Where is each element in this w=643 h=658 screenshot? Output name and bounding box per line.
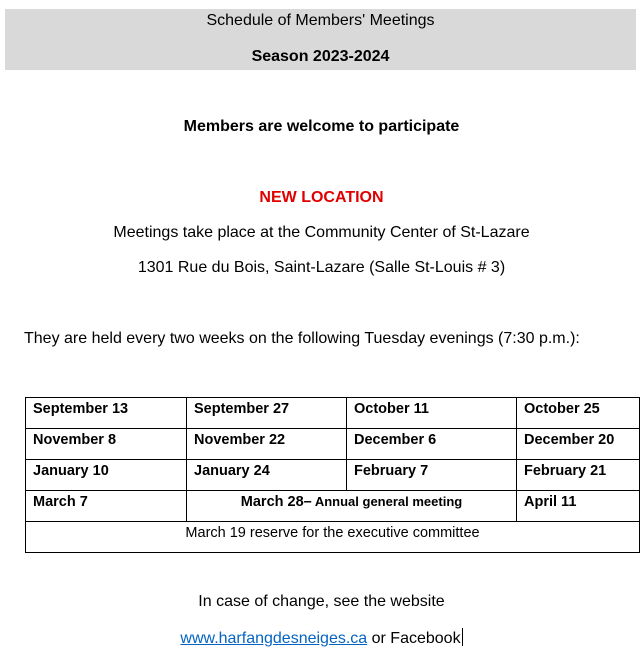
date-cell: January 10	[26, 460, 187, 491]
date-cell: September 27	[187, 398, 347, 429]
address-text: 1301 Rue du Bois, Saint-Lazare (Salle St-Louis # 3)	[137, 259, 506, 276]
date-cell: February 21	[517, 460, 640, 491]
meeting-dates-table	[25, 397, 640, 553]
new-location-heading: NEW LOCATION	[259, 189, 384, 206]
date-cell: November 22	[187, 429, 347, 460]
date-cell: November 8	[26, 429, 187, 460]
date-cell: October 11	[347, 398, 517, 429]
website-link[interactable]: www.harfangdesneiges.ca	[180, 630, 368, 647]
facebook-text: or Facebook	[367, 630, 461, 647]
text-cursor	[462, 628, 463, 646]
agm-cell	[187, 491, 517, 522]
date-cell: December 6	[347, 429, 517, 460]
table-row	[26, 398, 640, 429]
reserve-cell: March 19 reserve for the executive committee	[26, 522, 640, 553]
change-notice-text: In case of change, see the website	[198, 593, 445, 610]
table-row	[26, 491, 640, 522]
date-cell: December 20	[517, 429, 640, 460]
schedule-title: Schedule of Members' Meetings	[206, 12, 435, 29]
date-cell: March 7	[26, 491, 187, 522]
agm-label: Annual general meeting	[311, 494, 463, 509]
meeting-place-text: Meetings take place at the Community Center of St-Lazare	[113, 224, 530, 241]
table-row	[26, 429, 640, 460]
agm-date: March 28–	[240, 494, 312, 510]
table-row	[26, 522, 640, 553]
date-cell: April 11	[517, 491, 640, 522]
season-title: Season 2023-2024	[251, 48, 390, 65]
date-cell: January 24	[187, 460, 347, 491]
header-banner	[5, 9, 636, 70]
website-line	[0, 628, 643, 648]
welcome-text: Members are welcome to participate	[183, 118, 460, 135]
date-cell: September 13	[26, 398, 187, 429]
schedule-intro-text: They are held every two weeks on the following Tuesday evenings (7:30 p.m.):	[24, 330, 580, 347]
date-cell: February 7	[347, 460, 517, 491]
table-row	[26, 460, 640, 491]
date-cell: October 25	[517, 398, 640, 429]
